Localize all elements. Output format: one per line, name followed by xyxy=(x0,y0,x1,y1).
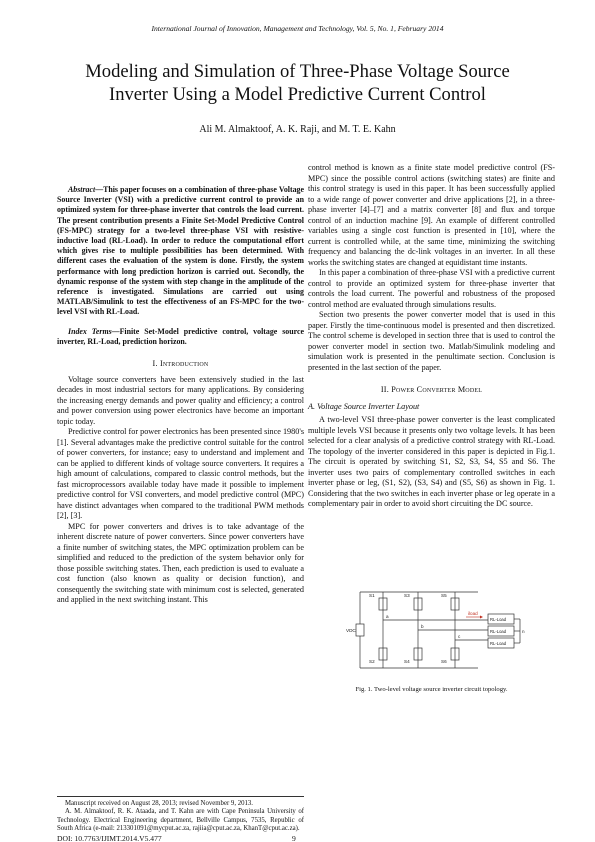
node-label-c: c xyxy=(458,634,461,639)
index-terms-text: —Finite Set-Model predictive control, voltage source inverter, RL-Load, prediction horizon. xyxy=(57,326,304,346)
load-label-b: RL-Load xyxy=(490,629,507,634)
current-label: iload xyxy=(468,611,478,616)
right-column xyxy=(308,163,555,510)
inverter-circuit-diagram xyxy=(338,584,528,676)
footnote xyxy=(57,796,304,833)
node-label-b: b xyxy=(421,624,424,629)
paper-title xyxy=(40,60,555,106)
doi: DOI: 10.7763/IJIMT.2014.V5.477 xyxy=(57,834,162,842)
page-number: 9 xyxy=(292,834,296,842)
dc-source-symbol xyxy=(356,624,364,636)
body-paragraph: In this paper a combination of three-phase VSI with a predictive current control to provide an optimized system for three-phase inverter that controls the load current. The powerful and robustness of the proposed control method are evaluated through simulations results. xyxy=(308,268,555,309)
node-label-a: a xyxy=(386,614,389,619)
body-paragraph: control method is known as a finite state model predictive control (FS-MPC) since the possible control actions (switching states) are finite and this control strategy is used in this paper. It has been successfully applied to a wide range of power converter and drive applications [2], in a three-phase inverter [4]–[7] and a matrix converter [8] and flux and torque control of an induction machine [9]. An example of different controlled variables using a single cost function is presented in [10], where the current is controlled while, at the same time, minimizing the switching frequency and balancing the dc-link voltages in an inverter. In all these works the switching states are changed at equidistant time instants. xyxy=(308,163,555,267)
left-column xyxy=(57,163,304,606)
index-terms-lead: Index Terms xyxy=(68,326,112,336)
switch-label-s2: S2 xyxy=(369,659,375,664)
current-arrow-head xyxy=(480,616,483,619)
body-paragraph: Section two presents the power converter model that is used in this paper. Firstly the time-continuous model is presented and then discretized. The control scheme is developed in section three that is used to control the power converter model in section two. Matlab/Simulink modeling and simulation work is presented in the penultimate section. Conclusion is presented in the last section of the paper. xyxy=(308,310,555,372)
source-label: VDC xyxy=(346,628,356,633)
switch-label-s1: S1 xyxy=(369,593,375,598)
load-label-c: RL-Load xyxy=(490,641,507,646)
index-terms xyxy=(57,327,304,347)
subsection-heading: A. Voltage Source Inverter Layout xyxy=(308,401,420,411)
node-label-n: n xyxy=(522,629,525,634)
intro-paragraph: Predictive control for power electronics has been presented since 1980's [1]. Several advantages make the predictive control suitable for the control of power converters, for instance; easy to understand and implement and can be applied to different kinds of voltage source converters. It requires a high amount of calculations, compared to classic control methods, but the fast microprocessors available today have made it possible to implement predictive control for VSI converters, and model predictive control (MPC) have distinct advantages when compared to the traditional PWM methods [2], [3]. xyxy=(57,427,304,521)
load-label-a: RL-Load xyxy=(490,617,507,622)
abstract-lead: Abstract xyxy=(68,185,96,194)
author-list: Ali M. Almaktoof, A. K. Raji, and M. T. E. Kahn xyxy=(199,124,396,135)
switch-label-s3: S3 xyxy=(404,593,410,598)
title-line-2: Inverter Using a Model Predictive Current Control xyxy=(109,84,486,105)
section-heading-introduction: I. Introduction xyxy=(152,359,209,369)
intro-paragraph: MPC for power converters and drives is to take advantage of the inherent discrete nature of power converters. Since power converters have a finite number of switching states, the MPC optimization problem can be simplified and reduced to the prediction of the system behavior only for those possible switching states. Then, each prediction is used to evaluate a cost function (also known as quality or decision function), and consequently the switching state with minimum cost is selected, generated and applied in the next switching instant. This xyxy=(57,521,304,605)
intro-paragraph: Voltage source converters have been extensively studied in the last decades in most industrial sectors for many applications. By considering the increasing energy demands and power quality and efficiency; a control and power conversion using power electronics have become an important topic today. xyxy=(57,374,304,426)
footnote-received: Manuscript received on August 28, 2013; revised November 9, 2013. xyxy=(65,800,254,807)
section-heading-power-converter-model: II. Power Converter Model xyxy=(380,385,483,394)
switch-label-s4: S4 xyxy=(404,659,410,664)
abstract xyxy=(57,185,304,318)
footnote-affiliation: A. M. Almaktoof, R. K. Ataada, and T. Kahn are with Cape Peninsula University of Technology. Electrical Engineering department, Bellville Campus, 7535, Republic of South Africa (e-mail: 213301091@mycput.ac.za, rajiia@cput.ac.za, KhanT@cput.ac.za). xyxy=(57,808,304,832)
abstract-text: —This paper focuses on a combination of three-phase Voltage Source Inverter (VSI) with a predictive current control to provide an optimized system for three-phase inverter that controls the load current. The present contribution presents a Finite Set-Model Predictive Control (FS-MPC) strategy for a two-level three-phase VSI with resistive- inductive load (RL-Load). In order to reduce the computational effort which gives rise to multiple possibilities has been determined. With different cases the evaluation of the system is done. Firstly, the system performance with long prediction horizon is carried out. Secondly, the dynamic response of the system with step change in the amplitude of the reference is investigated. Simulations are carried out using MATLAB/Simulink to test the effectiveness of an FS-MPC for the two-level VSI with RL-Load. xyxy=(57,185,304,317)
switch-label-s6: S6 xyxy=(441,659,447,664)
switch-label-s5: S5 xyxy=(441,593,447,598)
title-line-1: Modeling and Simulation of Three-Phase Voltage Source xyxy=(85,61,510,82)
body-paragraph: A two-level VSI three-phase power converter is the least complicated multiple levels VSI because it presents only two voltage levels. It has been selected for a clear analysis of a predictive control strategy with RL-Load. The topology of the inverter considered in this paper is depicted in Fig.1. The circuit is operated by switching S1, S2, S3, S4, S5 and S6. The inverter uses two pairs of complementary controlled switches in each inverter phase or leg, (S1, S2), (S3, S4) and (S5, S6) as shown in Fig. 1. Considering that the two switches in each inverter phase or leg operate in a complementary pair in order to avoid short circuiting the DC source. xyxy=(308,415,555,508)
journal-header: International Journal of Innovation, Management and Technology, Vol. 5, No. 1, February 2014 xyxy=(151,24,444,33)
figure-caption: Fig. 1. Two-level voltage source inverter circuit topology. xyxy=(355,686,508,693)
